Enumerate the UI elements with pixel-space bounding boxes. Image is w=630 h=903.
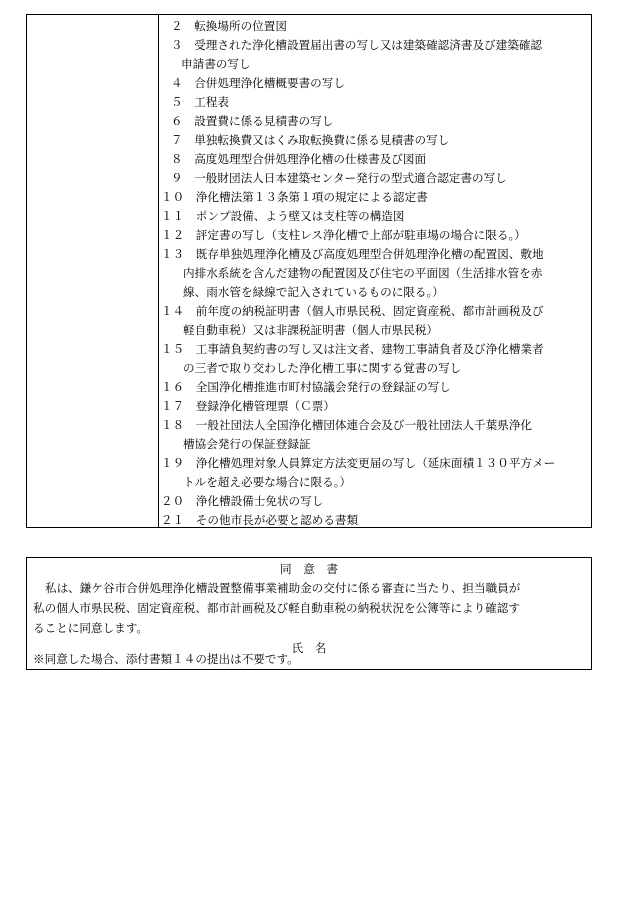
- list-item: １０ 浄化槽法第１３条第１項の規定による認定書: [161, 190, 428, 204]
- list-item: ９ 一般財団法人日本建築センター発行の型式適合認定書の写し: [171, 171, 507, 185]
- list-item: 軽自動車税）又は非課税証明書（個人市県民税）: [183, 323, 439, 337]
- list-item: ５ 工程表: [171, 95, 229, 109]
- list-item: ３ 受理された浄化槽設置届出書の写し又は建築確認済書及び建築確認: [171, 38, 543, 52]
- list-item: トルを超え必要な場合に限る。）: [183, 475, 352, 489]
- list-item: ２１ その他市長が必要と認める書類: [161, 513, 359, 527]
- list-item: 線、雨水管を緑線で記入されているものに限る。）: [183, 285, 444, 299]
- attachments-table: [26, 14, 592, 528]
- list-item: １１ ポンプ設備、よう壁又は支柱等の構造図: [161, 209, 405, 223]
- list-item: 槽協会発行の保証登録証: [183, 437, 311, 451]
- consent-note: ※同意した場合、添付書類１４の提出は不要です。: [33, 652, 299, 666]
- list-item: １２ 評定書の写し（支柱レス浄化槽で上部が駐車場の場合に限る。）: [161, 228, 526, 242]
- name-label: 氏 名: [291, 641, 327, 655]
- consent-body-line: 私は、鎌ケ谷市合併処理浄化槽設置整備事業補助金の交付に係る審査に当たり、担当職員が: [45, 581, 521, 595]
- list-item: １３ 既存単独処理浄化槽及び高度処理型合併処理浄化槽の配置図、敷地: [161, 247, 544, 261]
- list-item: ６ 設置費に係る見積書の写し: [171, 114, 334, 128]
- attachment-list: [159, 15, 591, 527]
- consent-body-line: 私の個人市県民税、固定資産税、都市計画税及び軽自動車税の納税状況を公簿等により確認す: [33, 601, 520, 615]
- list-item: 申請書の写し: [181, 57, 251, 71]
- list-item: ４ 合併処理浄化槽概要書の写し: [171, 76, 345, 90]
- list-item: １８ 一般社団法人全国浄化槽団体連合会及び一般社団法人千葉県浄化: [161, 418, 533, 432]
- consent-box: [26, 557, 592, 670]
- list-item: ２０ 浄化槽設備士免状の写し: [161, 494, 324, 508]
- list-item: ８ 高度処理型合併処理浄化槽の仕様書及び図面: [171, 152, 427, 166]
- list-item: １４ 前年度の納税証明書（個人市県民税、固定資産税、都市計画税及び: [161, 304, 544, 318]
- list-item: １７ 登録浄化槽管理票（Ｃ票）: [161, 399, 335, 413]
- consent-body-line: ることに同意します。: [33, 621, 149, 635]
- list-item: １５ 工事請負契約書の写し又は注文者、建物工事請負者及び浄化槽業者: [161, 342, 544, 356]
- table-left-column: [27, 15, 159, 527]
- list-item: 内排水系統を含んだ建物の配置図及び住宅の平面図（生活排水管を赤: [183, 266, 543, 280]
- list-item: １９ 浄化槽処理対象人員算定方法変更届の写し（延床面積１３０平方メー: [161, 456, 556, 470]
- consent-title: 同 意 書: [280, 562, 338, 576]
- list-item: １６ 全国浄化槽推進市町村協議会発行の登録証の写し: [161, 380, 451, 394]
- list-item: の三者で取り交わした浄化槽工事に関する覚書の写し: [183, 361, 462, 375]
- list-item: ７ 単独転換費又はくみ取転換費に係る見積書の写し: [171, 133, 450, 147]
- list-item: ２ 転換場所の位置図: [171, 19, 287, 33]
